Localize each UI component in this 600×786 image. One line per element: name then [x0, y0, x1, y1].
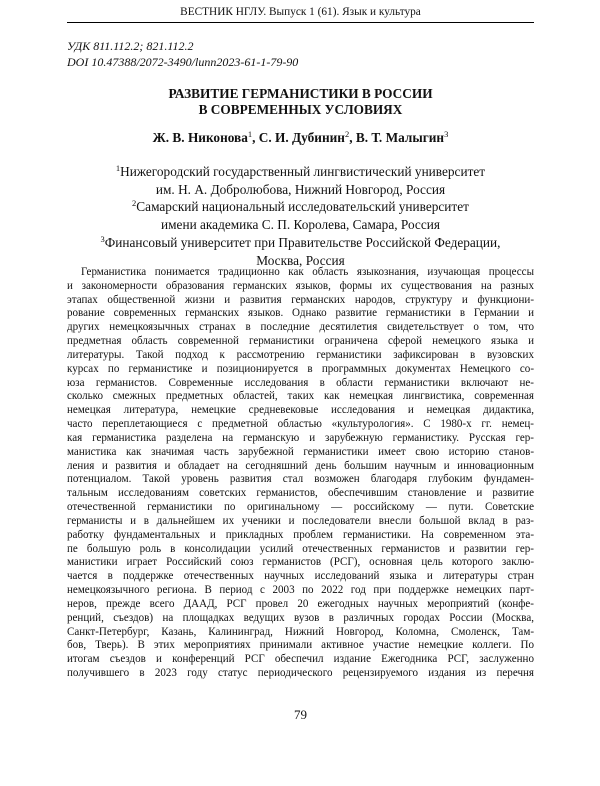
affiliation-line: им. Н. А. Добролюбова, Нижний Новгород, Россия	[155, 181, 446, 197]
abstract-line: Германистика понимается традиционно как область языкознания, изучающая процессы	[81, 266, 534, 278]
authors	[67, 129, 534, 146]
affiliation-line	[67, 163, 534, 181]
author-separator: ,	[349, 130, 356, 145]
affiliation-mark: 1	[115, 163, 121, 173]
abstract-line: и закономерности образования германских языков, формы их существования на разных	[67, 279, 534, 292]
abstract-line: курсах по германистике и позиционируется в программных документах Немецкого со-	[67, 362, 534, 375]
abstract-line: рование современных германских языков. Однако развитие германистики в Германии и	[67, 307, 534, 320]
author-affiliation-mark: 3	[444, 129, 449, 139]
abstract-line: бов, Тверь). В этих мероприятиях принимали активное участие немецкие коллеги. По	[67, 639, 534, 652]
abstract-line: манистики играет Российский союз германистов (РСГ), основная цель которого заклю-	[67, 556, 534, 569]
abstract-line: Санкт-Петербург, Казань, Калининград, Нижний Новгород, Коломна, Смоленск, Там-	[67, 625, 534, 638]
abstract-line: пе большую роль в консолидации усилий отечественных германистов и развитии гер-	[67, 542, 534, 555]
title-line: РАЗВИТИЕ ГЕРМАНИСТИКИ В РОССИИ	[168, 86, 433, 101]
author-affiliation-mark: 1	[247, 129, 253, 139]
abstract-line: манистика как значимая часть зарубежной германистики имеет свою историю станов-	[67, 445, 534, 458]
abstract-line: германисты и в дальнейшем их ученики и последователи внесли большой вклад в раз-	[67, 514, 534, 527]
affiliation-mark: 2	[132, 198, 137, 209]
abstract-line: потенциалом. Такой уровень развития стал возможен благодаря глубоким фундамен-	[67, 473, 534, 486]
abstract-line: работку фундаментальных и прикладных проблем германистики. На современном эта-	[67, 528, 534, 541]
affiliation-text: Финансовый университет при Правительстве Российской Федерации,	[104, 234, 501, 250]
abstract-line: чается в поддержке отечественных научных исследований языка и литературы стран	[67, 570, 534, 583]
abstract-line: часто переплетающиеся с предметной областью «культурология». С 1980-х гг. немец-	[67, 418, 534, 431]
author-name: Ж. В. Никонова	[152, 130, 248, 145]
abstract-line: немецкая литература, немецкие средневековые исследования и немецкая дидактика,	[67, 404, 534, 417]
author-name: В. Т. Малыгин	[355, 130, 445, 145]
abstract-line: неров, прежде всего ДААД, РСГ провел 20 ежегодных научных мероприятий (конфе-	[67, 597, 534, 610]
abstract-line: литературы. Такой подход к рассмотрению германистики зафиксирован в вузовских	[67, 348, 534, 361]
abstract-line: ренций, съездов) на площадках ведущих вузов в различных городах России (Москва,	[67, 611, 534, 624]
abstract-line: ления и развития и обладает на сегодняшний день большим научным и инновационным	[67, 459, 534, 472]
abstract-line: получившего в 2023 году статус периодического рецензируемого издания из перечня	[67, 667, 534, 680]
abstract-line: немецкоязычного региона. В период с 2003 по 2022 год при поддержке немецких парт-	[67, 584, 534, 597]
abstract-line: тальным исследованиям советских германистов, обеспечившим становление и развитие	[67, 487, 534, 500]
abstract-line: предметная область современной германистики ограничена сферой немецкого языка и	[67, 335, 534, 348]
affiliation-line: Москва, Россия	[256, 252, 345, 268]
doi: DOI 10.47388/2072-3490/lunn2023-61-1-79-90	[67, 55, 299, 69]
abstract-line: сколько смежных предметных областей, таких как немецкая лингвистика, современная	[67, 390, 534, 403]
udk-code: УДК 811.112.2; 821.112.2	[67, 39, 194, 53]
abstract-line: этапах общественной жизни и развития германских народов, структуру и функциони-	[67, 293, 534, 306]
running-head: ВЕСТНИК НГЛУ. Выпуск 1 (61). Язык и культура	[67, 4, 534, 23]
author-name: С. И. Дубинин	[258, 130, 345, 145]
abstract-line: итогам съездов и конференций РСГ обеспечил издание Ежегодника РСГ, заслуженно	[67, 653, 534, 666]
affiliation-mark: 3	[100, 233, 105, 244]
abstract	[67, 266, 534, 681]
abstract-line: кая германистика разделена на германскую и зарубежную германистику. Русская гер-	[67, 431, 534, 444]
author-affiliation-mark: 2	[344, 129, 350, 139]
affiliations	[67, 163, 534, 269]
affiliation-line	[67, 198, 534, 216]
abstract-line: юза германистов. Современные исследования в области германистики включают не-	[67, 376, 534, 389]
affiliation-line: имени академика С. П. Королева, Самара, Россия	[161, 217, 440, 233]
affiliation-text: Самарский национальный исследовательский университет	[136, 199, 469, 215]
author-separator: ,	[252, 130, 259, 145]
affiliation-line	[67, 234, 534, 252]
article-title	[67, 86, 534, 118]
article-meta	[67, 38, 298, 70]
abstract-line: других немецкоязычных странах в последние десятилетия свидетельствует о том, что	[67, 321, 534, 334]
affiliation-text: Нижегородский государственный лингвистический университет	[120, 164, 486, 179]
page-number: 79	[294, 707, 307, 722]
abstract-line: отечественной германистики по оригинальному — российскому — пути. Советские	[67, 501, 534, 514]
title-line: В СОВРЕМЕННЫХ УСЛОВИЯХ	[198, 102, 403, 117]
